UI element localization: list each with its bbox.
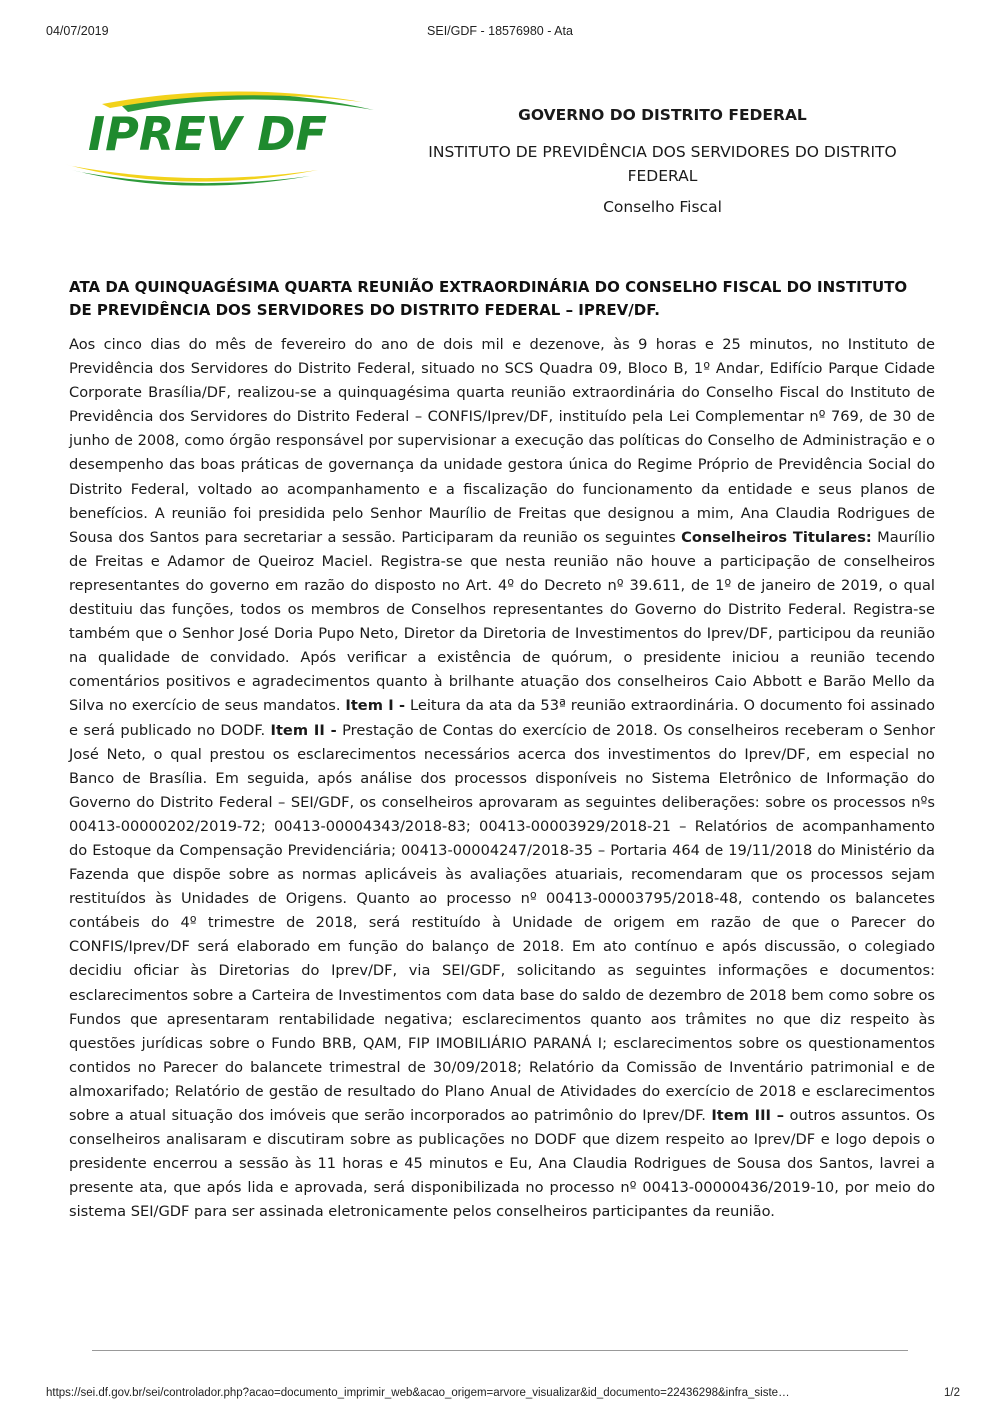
footer-divider [92, 1350, 908, 1351]
body-text-1: Aos cinco dias do mês de fevereiro do ano de dois mil e dezenove, às 9 horas e 25 minutos, no Instituto de Previdência dos Servidores do Distrito Federal, situado no SCS Quadra 09, Bloco B, 1º Andar, Edifício Parque Cidade Corporate Brasília/DF, realizou-se a quinquagésima quarta reunião extraordinária do Conselho Fiscal do Instituto de Previdência dos Servidores do Distrito Federal – CONFIS/Iprev/DF, instituído pela Lei Complementar nº 769, de 30 de junho de 2008, como órgão responsável por supervisionar a execução das políticas do Conselho de Administração e o desempenho das boas práticas de governança da unidade gestora única do Regime Próprio de Previdência Social do Distrito Federal, voltado ao acompanhamento e a fiscalização do funcionamento da entidade e seus planos de benefícios. A reunião foi presidida pelo Senhor Maurílio de Freitas que designou a mim, Ana Claudia Rodrigues de Sousa dos Santos para secretariar a sessão. Participaram da reunião os seguintes [69, 336, 935, 546]
print-doc-ref: SEI/GDF - 18576980 - Ata [427, 24, 573, 38]
svg-text:IPREV DF: IPREV DF [88, 107, 327, 161]
body-text-3: Leitura da ata da 53ª reunião extraordinária. O documento foi assinado e será publicado no DODF. [69, 697, 935, 739]
print-url: https://sei.df.gov.br/sei/controlador.php?acao=documento_imprimir_web&acao_origem=arvore_visualizar&id_documento=22436298&infra_siste… [46, 1387, 790, 1399]
body-bold-2: Item I - [345, 697, 406, 715]
print-date: 04/07/2019 [46, 24, 109, 38]
council-name: Conselho Fiscal [603, 198, 722, 216]
page-number: 1/2 [944, 1387, 960, 1399]
institute-name: INSTITUTO DE PREVIDÊNCIA DOS SERVIDORES DO DISTRITO FEDERAL [428, 143, 897, 185]
body-text-5: outros assuntos. Os conselheiros analisaram e discutiram sobre as publicações no DODF que dizem respeito ao Iprev/DF e logo depois o presidente encerrou a sessão às 11 horas e 45 minutos e Eu, Ana Claudia Rodrigues de Sousa dos Santos, lavrei a presente ata, que após lida e aprovada, será disponibilizada no processo nº 00413-00000436/2019-10, por meio do sistema SEI/GDF para ser assinada eletronicamente pelos conselheiros participantes da reunião. [69, 1107, 935, 1221]
body-bold-1: Conselheiros Titulares: [681, 528, 872, 546]
document-title: ATA DA QUINQUAGÉSIMA QUARTA REUNIÃO EXTRAORDINÁRIA DO CONSELHO FISCAL DO INSTITUTO DE PREVIDÊNCIA DOS SERVIDORES DO DISTRITO FEDERAL – IPREV/DF. [69, 278, 908, 319]
iprev-df-logo-graphic [62, 84, 382, 194]
government-name: GOVERNO DO DISTRITO FEDERAL [518, 106, 807, 124]
body-text-4: Prestação de Contas do exercício de 2018. Os conselheiros receberam o Senhor José Neto, o qual prestou os esclarecimentos necessários acerca dos investimentos do Iprev/DF, em especial no Banco de Brasília. Em seguida, após análise dos processos disponíveis no Sistema Eletrônico de Informação do Governo do Distrito Federal – SEI/GDF, os conselheiros aprovaram as seguintes deliberações: sobre os processos nºs 00413-00000202/2019-72; 00413-00004343/2018-83; 00413-00003929/2018-21 – Relatórios de acompanhamento do Estoque da Compensação Previdenciária; 00413-00004247/2018-35 – Portaria 464 de 19/11/2018 do Ministério da Fazenda que dispõe sobre as normas aplicáveis às avaliações atuariais, recomendaram que os processos sejam restituídos às Unidades de Origens. Quanto ao processo nº 00413-00003795/2018-48, contendo os balancetes contábeis do 4º trimestre de 2018, será restituído à Unidade de origem em razão de que o Parecer do CONFIS/Iprev/DF será elaborado em função do balanço de 2018. Em ato contínuo e após discussão, o colegiado decidiu oficiar às Diretorias do Iprev/DF, via SEI/GDF, solicitando as seguintes informações e documentos: esclarecimentos sobre a Carteira de Investimentos com data base do saldo de dezembro de 2018 bem como sobre os Fundos que apresentaram rentabilidade negativa; esclarecimentos quanto aos trâmites no que diz respeito às questões jurídicas sobre o Fundo BRB, QAM, FIP IMOBILIÁRIO PARANÁ I; esclarecimentos sobre os questionamentos contidos no Parecer do balancete trimestral de 30/09/2018; Relatório da Comissão de Inventário patrimonial e de almoxarifado; Relatório de gestão de resultado do Plano Anual de Atividades do exercício de 2018 e esclarecimentos sobre a atual situação dos imóveis que serão incorporados ao patrimônio do Iprev/DF. [69, 721, 936, 1124]
body-text-2: Maurílio de Freitas e Adamor de Queiroz Maciel. Registra-se que nesta reunião não houve a participação de conselheiros representantes do governo em razão do disposto no Art. 4º do Decreto nº 39.611, de 1º de janeiro de 2019, o qual destituiu das funções, todos os membros de Conselhos representantes do Governo do Distrito Federal. Registra-se também que o Senhor José Doria Pupo Neto, Diretor da Diretoria de Investimentos do Iprev/DF, participou da reunião na qualidade de convidado. Após verificar a existência de quórum, o presidente iniciou a reunião tecendo comentários positivos e agradecimentos quanto à brilhante atuação dos conselheiros Caio Abbott e Barão Mello da Silva no exercício de seus mandatos. [69, 528, 936, 715]
body-bold-4: Item III – [711, 1107, 785, 1124]
iprev-df-logo [62, 84, 382, 194]
document-body [69, 333, 935, 1224]
body-bold-3: Item II - [270, 721, 337, 739]
print-header [46, 24, 954, 42]
print-footer [46, 1387, 960, 1405]
